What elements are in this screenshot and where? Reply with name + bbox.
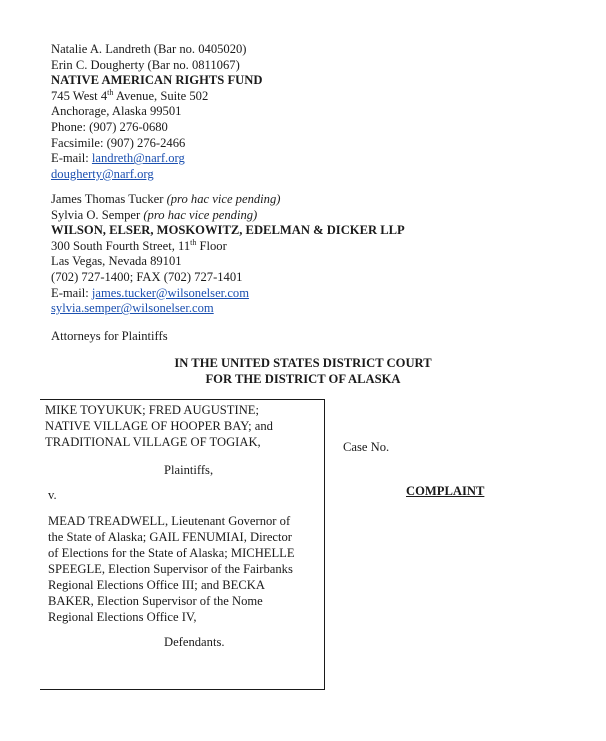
address-narf: 745 West 4th Avenue, Suite 502 [51, 87, 209, 103]
defendants-line-2: the State of Alaska; GAIL FENUMIAI, Director [48, 530, 293, 544]
firm-name-narf: NATIVE AMERICAN RIGHTS FUND [51, 73, 263, 88]
email-link-semper[interactable]: sylvia.semper@wilsonelser.com [51, 301, 214, 316]
case-number-label: Case No. [343, 440, 390, 454]
versus: v. [48, 488, 57, 502]
defendants-line-6: BAKER, Election Supervisor of the Nome [48, 594, 263, 608]
attorney-tucker: James Thomas Tucker (pro hac vice pending) [51, 192, 281, 206]
court-heading-line1: IN THE UNITED STATES DISTRICT COURT [174, 356, 432, 370]
address-wilson: 300 South Fourth Street, 11th Floor [51, 237, 227, 253]
counsel-block-narf [51, 42, 262, 182]
document-title: COMPLAINT [406, 484, 485, 498]
phone-narf: Phone: (907) 276-0680 [51, 119, 168, 134]
attorney-dougherty: Erin C. Dougherty (Bar no. 0811067) [51, 57, 240, 72]
email-row-narf: E-mail: landreth@narf.org [51, 151, 185, 166]
attorneys-for-plaintiffs: Attorneys for Plaintiffs [51, 329, 168, 343]
plaintiffs-line-3: TRADITIONAL VILLAGE OF TOGIAK, [45, 435, 261, 449]
email-link-tucker[interactable]: james.tucker@wilsonelser.com [91, 285, 250, 300]
defendants-line-7: Regional Elections Office IV, [48, 610, 197, 624]
email-link-landreth[interactable]: landreth@narf.org [91, 151, 185, 166]
counsel-block-wilson [51, 192, 405, 317]
attorney-semper: Sylvia O. Semper (pro hac vice pending) [51, 207, 258, 222]
attorney-landreth: Natalie A. Landreth (Bar no. 0405020) [51, 42, 247, 56]
plaintiffs-line-2: NATIVE VILLAGE OF HOOPER BAY; and [45, 419, 273, 433]
phone-fax-wilson: (702) 727-1400; FAX (702) 727-1401 [51, 269, 243, 284]
defendants-line-5: Regional Elections Office III; and BECKA [48, 578, 265, 592]
firm-name-wilson: WILSON, ELSER, MOSKOWITZ, EDELMAN & DICKER LLP [51, 223, 405, 238]
defendants-label: Defendants. [164, 635, 225, 649]
email-row-wilson: E-mail: james.tucker@wilsonelser.com [51, 285, 250, 300]
defendants-line-1: MEAD TREADWELL, Lieutenant Governor of [48, 514, 291, 528]
plaintiffs-label: Plaintiffs, [164, 463, 214, 477]
city-wilson: Las Vegas, Nevada 89101 [51, 254, 182, 269]
defendants-line-4: SPEEGLE, Election Supervisor of the Fairbanks [48, 562, 293, 576]
court-heading-line2: FOR THE DISTRICT OF ALASKA [205, 372, 401, 386]
fax-narf: Facsimile: (907) 276-2466 [51, 135, 186, 150]
plaintiffs-line-1: MIKE TOYUKUK; FRED AUGUSTINE; [45, 403, 259, 417]
email-link-dougherty[interactable]: dougherty@narf.org [51, 166, 154, 181]
defendants-line-3: of Elections for the State of Alaska; MICHELLE [48, 546, 295, 560]
city-narf: Anchorage, Alaska 99501 [51, 104, 182, 119]
